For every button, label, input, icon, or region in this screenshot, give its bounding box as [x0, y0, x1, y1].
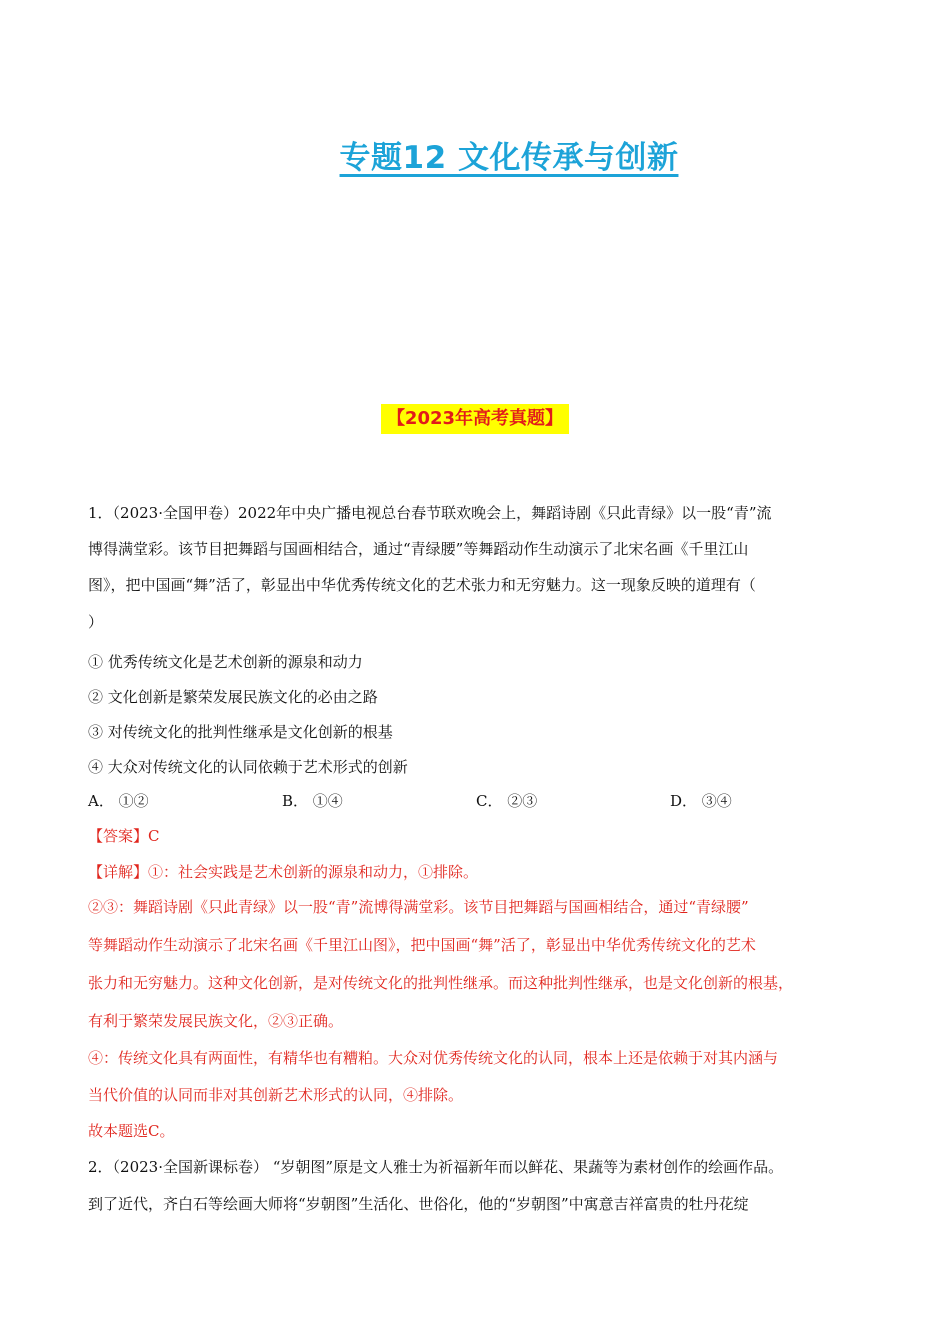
q1-conclusion: 故本题选C。 — [88, 1122, 175, 1140]
q1-stem-line-3: 图》，把中国画“舞”活了，彰显出中华优秀传统文化的艺术张力和无穷魅力。这一现象反映的道理有（ — [88, 576, 756, 594]
q1-option-b: B． ①④ — [282, 792, 343, 810]
document-title: 专题12 文化传承与创新 — [339, 140, 679, 176]
q2-stem-line-2: 到了近代，齐白石等绘画大师将“岁朝图”生活化、世俗化，他的“岁朝图”中寓意吉祥富贵的牡丹花绽 — [88, 1195, 749, 1213]
q1-analysis-line-1: 【详解】①：社会实践是艺术创新的源泉和动力，①排除。 — [88, 863, 479, 881]
q1-option-a: A． ①② — [88, 792, 149, 810]
q1-analysis-line-6: ④：传统文化具有两面性，有精华也有糟粕。大众对优秀传统文化的认同，根本上还是依赖于对其内涵与 — [88, 1049, 779, 1067]
q1-analysis-line-5: 有利于繁荣发展民族文化，②③正确。 — [88, 1012, 344, 1030]
q1-statement-1: ① 优秀传统文化是艺术创新的源泉和动力 — [88, 653, 363, 671]
section-heading: 【2023年高考真题】 — [381, 404, 569, 434]
q1-statement-2: ② 文化创新是繁荣发展民族文化的必由之路 — [88, 688, 378, 706]
q1-analysis-line-7: 当代价值的认同而非对其创新艺术形式的认同，④排除。 — [88, 1086, 464, 1104]
q1-stem-line-2: 博得满堂彩。该节目把舞蹈与国画相结合，通过“青绿腰”等舞蹈动作生动演示了北宋名画《千里江山 — [88, 540, 749, 558]
q1-analysis-line-2: ②③：舞蹈诗剧《只此青绿》以一股“青”流博得满堂彩。该节目把舞蹈与国画相结合，通过“青绿腰” — [88, 898, 749, 916]
q1-analysis-line-3: 等舞蹈动作生动演示了北宋名画《千里江山图》，把中国画“舞”活了，彰显出中华优秀传统文化的艺术 — [88, 936, 756, 954]
q2-stem-line-1: 2．（2023·全国新课标卷） “岁朝图”原是文人雅士为祈福新年而以鲜花、果蔬等为素材创作的绘画作品。 — [88, 1158, 784, 1176]
q1-stem-line-4: ） — [88, 613, 104, 631]
q1-statement-3: ③ 对传统文化的批判性继承是文化创新的根基 — [88, 723, 393, 741]
q1-answer: 【答案】C — [88, 827, 160, 845]
q1-stem-line-1: 1．（2023·全国甲卷）2022年中央广播电视总台春节联欢晚会上，舞蹈诗剧《只此青绿》以一股“青”流 — [88, 504, 772, 522]
section-heading-wrap — [0, 404, 950, 434]
q1-option-c: C． ②③ — [476, 792, 538, 810]
q1-analysis-line-4: 张力和无穷魅力。这种文化创新，是对传统文化的批判性继承。而这种批判性继承，也是文化创新的根基， — [88, 974, 794, 992]
q1-statement-4: ④ 大众对传统文化的认同依赖于艺术形式的创新 — [88, 758, 408, 776]
q1-option-d: D． ③④ — [670, 792, 732, 810]
